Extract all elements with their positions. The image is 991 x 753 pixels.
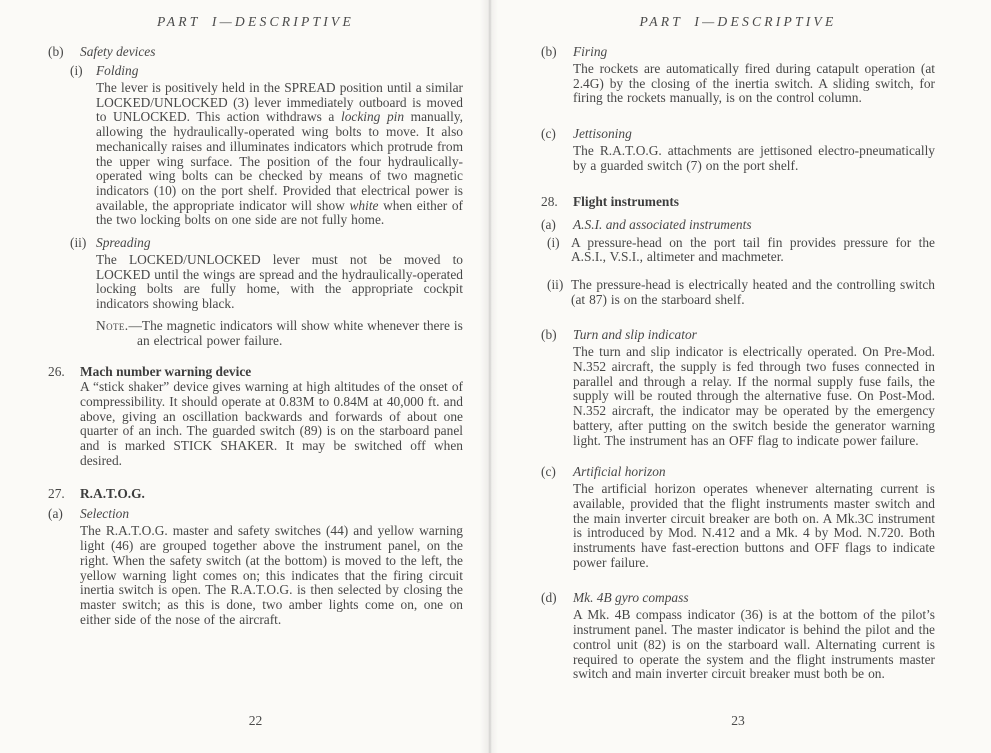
item-label: (b)	[541, 44, 557, 59]
item-title: Jettisoning	[573, 126, 632, 142]
item-title: Safety devices	[80, 44, 156, 59]
paragraph-asi-i: A pressure-head on the port tail fin provides pressure for the A.S.I., V.S.I., altimeter and machmeter.	[571, 234, 935, 265]
item-label: (a)	[48, 506, 63, 522]
item-label: (d)	[541, 590, 557, 606]
running-head-right: PART I—DESCRIPTIVE	[639, 14, 837, 29]
paragraph-folding: The lever is positively held in the SPREAD position until a similar LOCKED/UNLOCKED (3) lever immediately outboard is moved to UNLOCKED. This action withdraws a locking pin manually, allowing the hydraulically-operated wing bolts to move. It also mechanically raises and illuminates indicators which protrude from the upper wing surface. The position of the four hydraulically-operated wing bolts can be checked by means of two magnetic indicators (10) on the port shelf. Provided that electrical power is available, the appropriate indicator will show white when either of the two locking bolts on one side are not fully home.	[96, 80, 464, 228]
item-title: Firing	[573, 44, 608, 59]
item-jettisoning-heading	[541, 126, 935, 142]
page-left	[0, 0, 495, 753]
running-head-left: PART I—DESCRIPTIVE	[157, 14, 354, 29]
paragraph-jettisoning: The R.A.T.O.G. attachments are jettisoned electro-pneumatically by a guarded switch (7) on the port shelf.	[573, 143, 935, 173]
item-label: (b)	[48, 44, 64, 59]
section-number: 27.	[48, 486, 65, 502]
item-horizon-heading	[541, 464, 935, 480]
paragraph-gyro: A Mk. 4B compass indicator (36) is at the bottom of the pilot’s instrument panel. The master indicator is behind the pilot and the control unit (82) is on the starboard wall. Alternating current is required to operate the system and the flight instruments master switch and main inverter circuit breaker must both be on.	[573, 607, 935, 682]
item-label: (c)	[541, 464, 556, 480]
section-title: Flight instruments	[573, 193, 680, 209]
item-label: (ii)	[70, 235, 87, 251]
item-label: (ii)	[547, 276, 564, 292]
paragraph-spreading: The LOCKED/UNLOCKED lever must not be moved to LOCKED until the wings are spread and the hydraulically-operated locking bolts are fully home, with the appropriate cockpit indicators showing black.	[96, 252, 463, 312]
page-left-content	[0, 0, 495, 627]
paragraph-turn-slip: The turn and slip indicator is electrically operated. On Pre-Mod. N.352 aircraft, the supply is fed through two fuses connected in parallel and through a relay. If the normal supply fuse fails, the supply will be routed through the alternative fuse. On Post-Mod. N.352 aircraft, the indicator may be operated by the emergency battery, after putting on the switch beside the generator warning light. The instrument has an OFF flag to indicate power failure.	[573, 344, 935, 448]
item-title: Mk. 4B gyro compass	[573, 590, 689, 606]
page-number-right: 23	[731, 713, 745, 728]
item-title: Turn and slip indicator	[573, 327, 697, 343]
item-title: A.S.I. and associated instruments	[573, 216, 752, 232]
item-title: Artificial horizon	[573, 464, 666, 480]
section-26-heading	[48, 364, 463, 380]
section-title: Mach number warning device	[80, 364, 252, 380]
section-number: 28.	[541, 193, 558, 209]
item-folding-heading	[70, 63, 463, 79]
section-27-heading	[48, 486, 463, 502]
item-title: Selection	[80, 506, 130, 522]
page-right	[496, 0, 991, 753]
item-label: (a)	[541, 216, 556, 232]
item-asi-heading	[541, 217, 935, 233]
paragraph-firing: The rockets are automatically fired during catapult operation (at 2.4G) by the closing of the inertia switch. A sliding switch, for firing the rockets manually, is on the control column.	[573, 61, 935, 106]
page-number-left: 22	[248, 713, 263, 728]
item-selection-heading	[48, 506, 463, 522]
paragraph-note: Note.—The magnetic indicators will show white whenever there is an electrical power failure.	[96, 317, 463, 348]
item-safety-devices	[48, 44, 463, 60]
item-label: (c)	[541, 126, 556, 142]
paragraph-selection: The R.A.T.O.G. master and safety switches (44) and yellow warning light (46) are grouped together above the instrument panel, on the right. When the safety switch (at the bottom) is moved to the left, the yellow warning light comes on; this indicates that the firing circuit inertia switch is open. The R.A.T.O.G. is then selected by closing the master switch; as this is done, two amber lights come on, one on either side of the nose of the aircraft.	[80, 523, 463, 627]
item-firing-heading	[541, 44, 935, 60]
paragraph-asi-ii: The pressure-head is electrically heated and the controlling switch (at 87) is on the starboard shelf.	[571, 276, 935, 307]
item-turn-slip-heading	[541, 327, 935, 343]
section-number: 26.	[48, 364, 65, 380]
item-title: Spreading	[96, 235, 151, 251]
item-asi-i	[547, 235, 935, 265]
item-gyro-heading	[541, 590, 935, 606]
item-label: (i)	[547, 234, 560, 250]
page-right-content	[496, 0, 991, 682]
paragraph-horizon: The artificial horizon operates whenever alternating current is available, provided that the flight instruments master switch and the main inverter circuit breaker are both on. A Mk.3C instrument is introduced by Mod. N.412 and a Mk. 4 by Mod. N.720. Both instruments have fast-erection buttons and OFF flags to indicate power failure.	[573, 481, 935, 570]
item-label: (i)	[70, 63, 83, 78]
item-title: Folding	[96, 63, 139, 78]
paragraph-mach: A “stick shaker” device gives warning at high altitudes of the onset of compressibility. It should operate at 0.83M to 0.84M at 40,000 ft. and above, giving an oscillation backwards and forwards of about one quarter of an inch. The guarded switch (89) is on the starboard panel and is marked STICK SHAKER. It may be switched off when desired.	[80, 379, 463, 468]
section-28-heading	[541, 194, 935, 210]
item-spreading-heading	[70, 235, 463, 251]
item-label: (b)	[541, 327, 557, 343]
section-title: R.A.T.O.G.	[80, 486, 145, 502]
item-asi-ii	[547, 277, 935, 307]
